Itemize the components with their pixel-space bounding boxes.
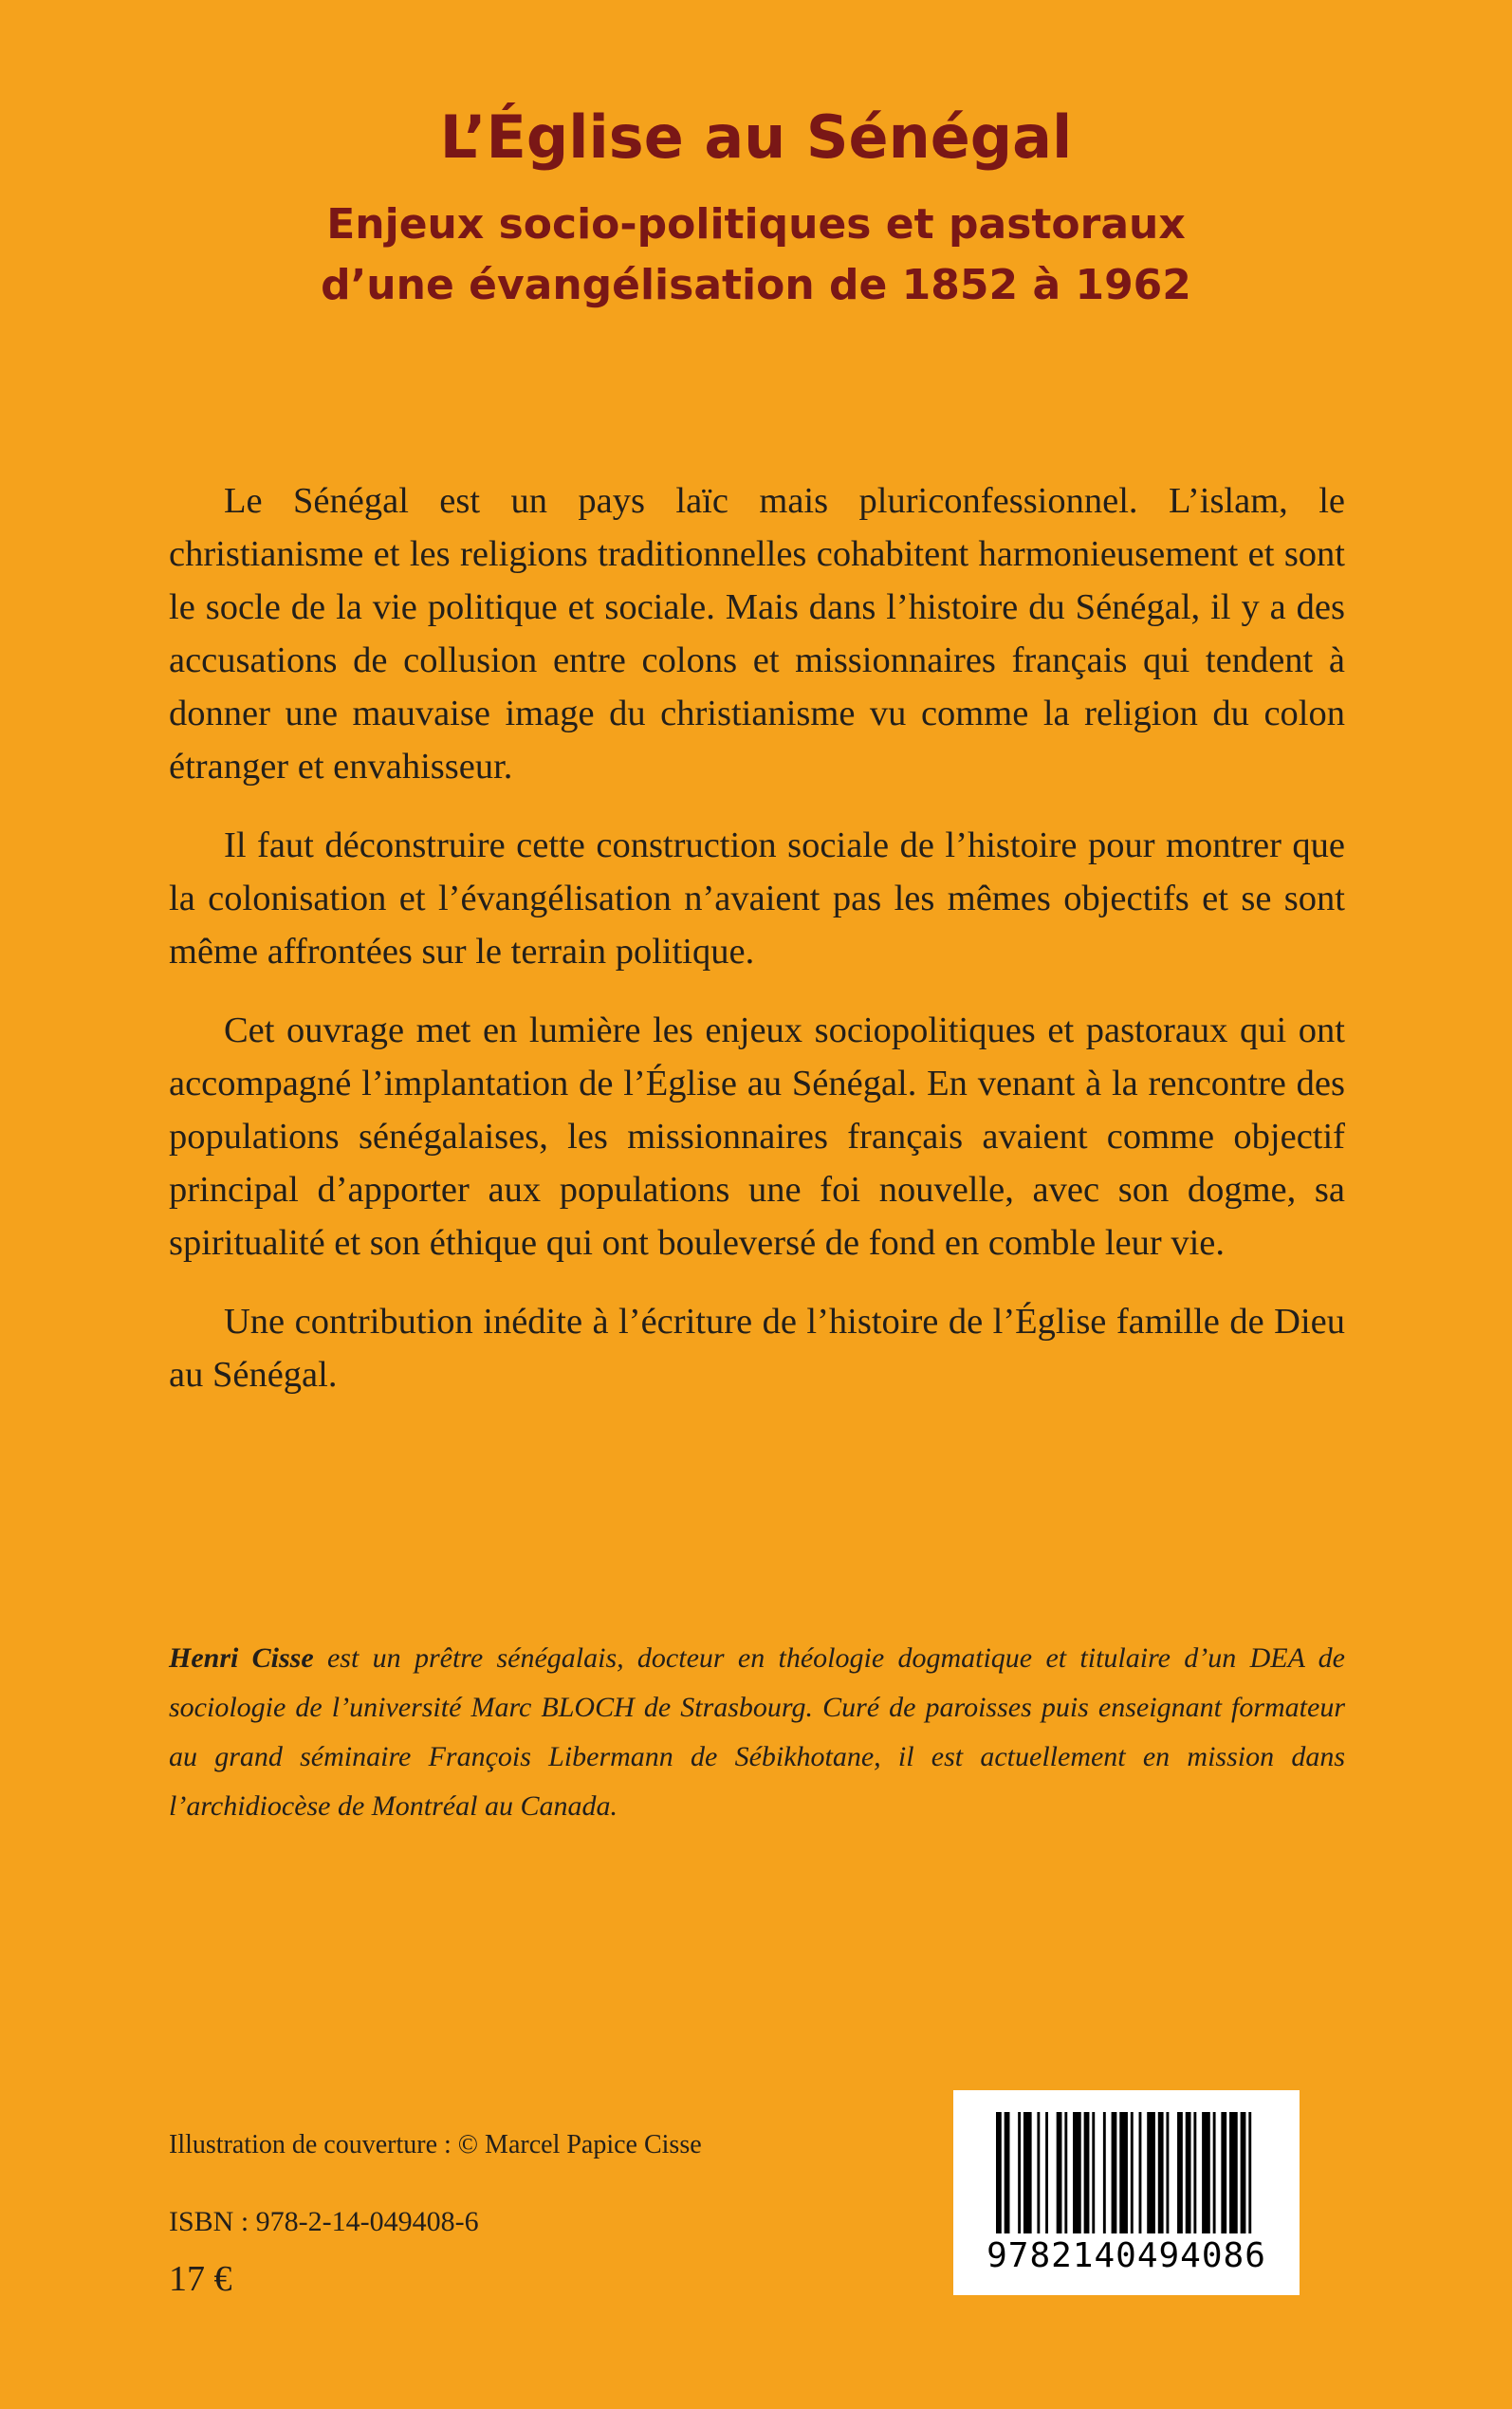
barcode-bar [1193, 2112, 1196, 2233]
isbn: ISBN : 978-2-14-049408-6 [169, 2206, 479, 2237]
barcode-bar [1213, 2112, 1216, 2233]
book-title: L’Église au Sénégal [439, 102, 1073, 172]
barcode-bar [1241, 2112, 1246, 2233]
barcode-bar [1064, 2112, 1067, 2233]
barcode-bar [1073, 2112, 1081, 2233]
subtitle-line: d’une évangélisation de 1852 à 1962 [321, 261, 1191, 309]
barcode-bar [996, 2112, 1002, 2233]
barcode-bar [1005, 2112, 1010, 2233]
author-bio [169, 1634, 1345, 1831]
barcode-bar [1045, 2112, 1048, 2233]
barcode-icon [996, 2112, 1257, 2233]
barcode-bar [1037, 2112, 1040, 2233]
barcode-bar [1229, 2112, 1238, 2233]
barcode [953, 2090, 1300, 2295]
barcode-bar [1084, 2112, 1090, 2233]
summary-text [169, 474, 1345, 1427]
barcode-bar [1177, 2112, 1183, 2233]
book-subtitle [0, 195, 1512, 316]
summary-paragraph: Le Sénégal est un pays laïc mais pluriconfessionnel. L’islam, le christianisme et les religions traditionnelles cohabitent harmonieusement et sont le socle de la vie politique et sociale. Mais dans l’histoire du Sénégal, il y a des accusations de collusion entre colons et missionnaires français qui tendent à donner une mauvaise image du christianisme vu comme la religion du colon étranger et envahisseur. [169, 481, 1345, 787]
barcode-bar [1158, 2112, 1164, 2233]
barcode-bar [1103, 2112, 1106, 2233]
barcode-bar [1092, 2112, 1095, 2233]
author-bio-text: est un prêtre sénégalais, docteur en théologie dogmatique et titulaire d’un DEA de sociologie de l’université Marc BLOCH de Strasbourg. Curé de paroisses puis enseignant formateur au grand séminaire François Libermann de Sébikhotane, il est actuellement en mission dans l’archidiocèse de Montréal au Canada. [169, 1642, 1345, 1822]
barcode-bar [1139, 2112, 1142, 2233]
barcode-bar [1248, 2112, 1251, 2233]
price: 17 € [169, 2259, 232, 2299]
summary-paragraph: Une contribution inédite à l’écriture de l’histoire de l’Église famille de Dieu au Sénégal. [169, 1302, 1345, 1395]
barcode-number: 9782140494086 [986, 2236, 1266, 2275]
barcode-bar [1221, 2112, 1226, 2233]
summary-paragraph: Cet ouvrage met en lumière les enjeux sociopolitiques et pastoraux qui ont accompagné l’implantation de l’Église au Sénégal. En venant à la rencontre des populations sénégalaises, les missionnaires français avaient comme objectif principal d’apporter aux populations une foi nouvelle, avec son dogme, sa spiritualité et son éthique qui ont bouleversé de fond en comble leur vie. [169, 1010, 1345, 1263]
barcode-bar [1112, 2112, 1117, 2233]
barcode-bar [1018, 2112, 1021, 2233]
barcode-bar [1119, 2112, 1128, 2233]
barcode-bar [1202, 2112, 1210, 2233]
barcode-bar [1166, 2112, 1169, 2233]
barcode-bar [1147, 2112, 1155, 2233]
barcode-bar [1131, 2112, 1134, 2233]
subtitle-line: Enjeux socio-politiques et pastoraux [326, 200, 1186, 249]
barcode-bar [1057, 2112, 1062, 2233]
summary-paragraph: Il faut déconstruire cette construction sociale de l’histoire pour montrer que la colonisation et l’évangélisation n’avaient pas les mêmes objectifs et se sont même affrontées sur le terrain politique. [169, 825, 1345, 972]
illustration-credit: Illustration de couverture : © Marcel Papice Cisse [169, 2130, 702, 2159]
author-name: Henri Cisse [169, 1642, 314, 1674]
barcode-bar [1186, 2112, 1191, 2233]
barcode-bar [1023, 2112, 1032, 2233]
